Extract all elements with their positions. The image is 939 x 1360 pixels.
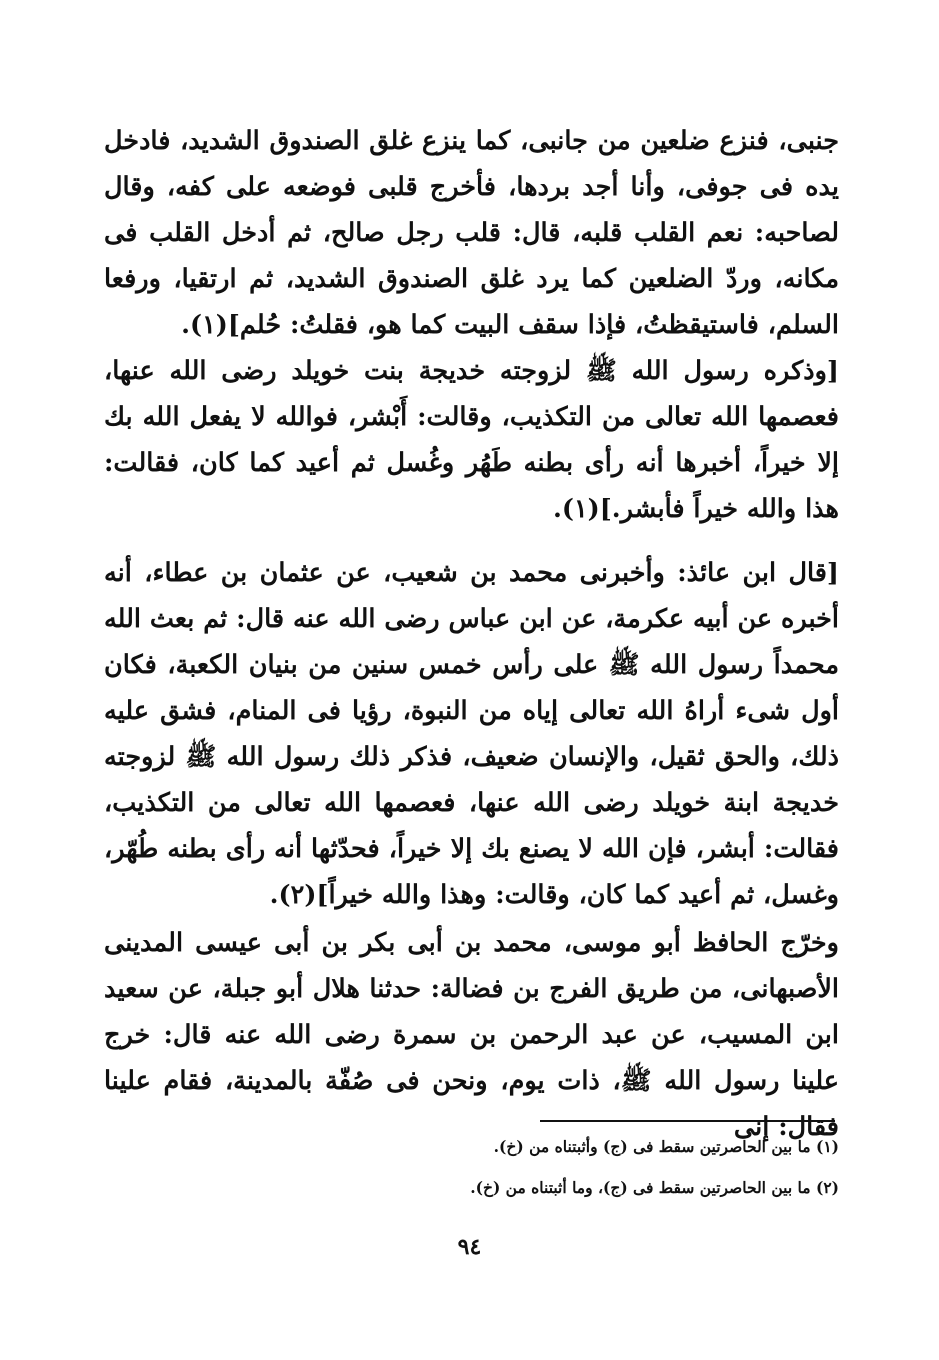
paragraph-khadija-report: [وذكره رسول الله ﷺ لزوجته خديجة بنت خويلد رضى الله عنها، فعصمها الله تعالى من التكذيب، وقالت: أَبْشر، فوالله لا يفعل الله بك إلا خيراً، أخبرها أنه رأى بطنه طَهُر وغُسل ثم أعيد كما كان، فقالت: هذا والله خيراً فأبشر.](١). [104, 356, 839, 524]
paragraph-dream-narration: جنبى، فنزع ضلعين من جانبى، كما ينزع غلق الصندوق الشديد، فادخل يده فى جوفى، وأنا أجد بردها، فأخرج قلبى فوضعه على كفه، وقال لصاحبه: نعم القلب قلبه، قال: قلب رجل صالح، ثم أدخل القلب فى مكانه، وردّ الضلعين كما يرد غلق الصندوق الشديد، ثم ارتقيا، ورفعا السلم، فاستيقظتُ، فإذا سقف البيت كما هو، فقلتُ: حُلم](١). [104, 126, 839, 340]
footnote-2: (٢) ما بين الحاصرتين سقط فى (ج)، وما أثبتناه من (خ). [470, 1178, 839, 1197]
paragraph-ibn-aidh-narration: [قال ابن عائذ: وأخبرنى محمد بن شعيب، عن عثمان بن عطاء، أنه أخبره عن أبيه عكرمة، عن ابن عباس رضى الله عنه قال: ثم بعث الله محمداً رسول الله ﷺ على رأس خمس سنين من بنيان الكعبة، فكان أول شىء أراهُ الله تعالى إياه من النبوة، رؤيا فى المنام، فشق عليه ذلك، والحق ثقيل، والإنسان ضعيف، فذكر ذلك رسول الله ﷺ لزوجته خديجة ابنة خويلد رضى الله عنها، فعصمها الله تعالى من التكذيب، فقالت: أبشر، فإن الله لا يصنع بك إلا خيراً، فحدّثها أنه رأى بطنه طُهّر، وغسل، ثم أعيد كما كان، وقالت: وهذا والله خيراً](٢). [104, 558, 839, 910]
footnote-1: (١) ما بين الحاصرتين سقط فى (ج) وأثبتناه من (خ). [493, 1137, 839, 1156]
footnote-separator [540, 1120, 835, 1122]
page-number: ٩٤ [457, 1234, 482, 1260]
paragraph-abu-musa-narration: وخرّج الحافظ أبو موسى، محمد بن أبى بكر بن أبى عيسى المدينى الأصبهانى، من طريق الفرج بن فضالة: حدثنا هلال أبو جبلة، عن سعيد ابن المسيب، عن عبد الرحمن بن سمرة رضى الله عنه قال: خرج علينا رسول الله ﷺ، ذات يوم، ونحن فى صُفّة بالمدينة، فقام علينا فقال: إنى [104, 928, 839, 1142]
